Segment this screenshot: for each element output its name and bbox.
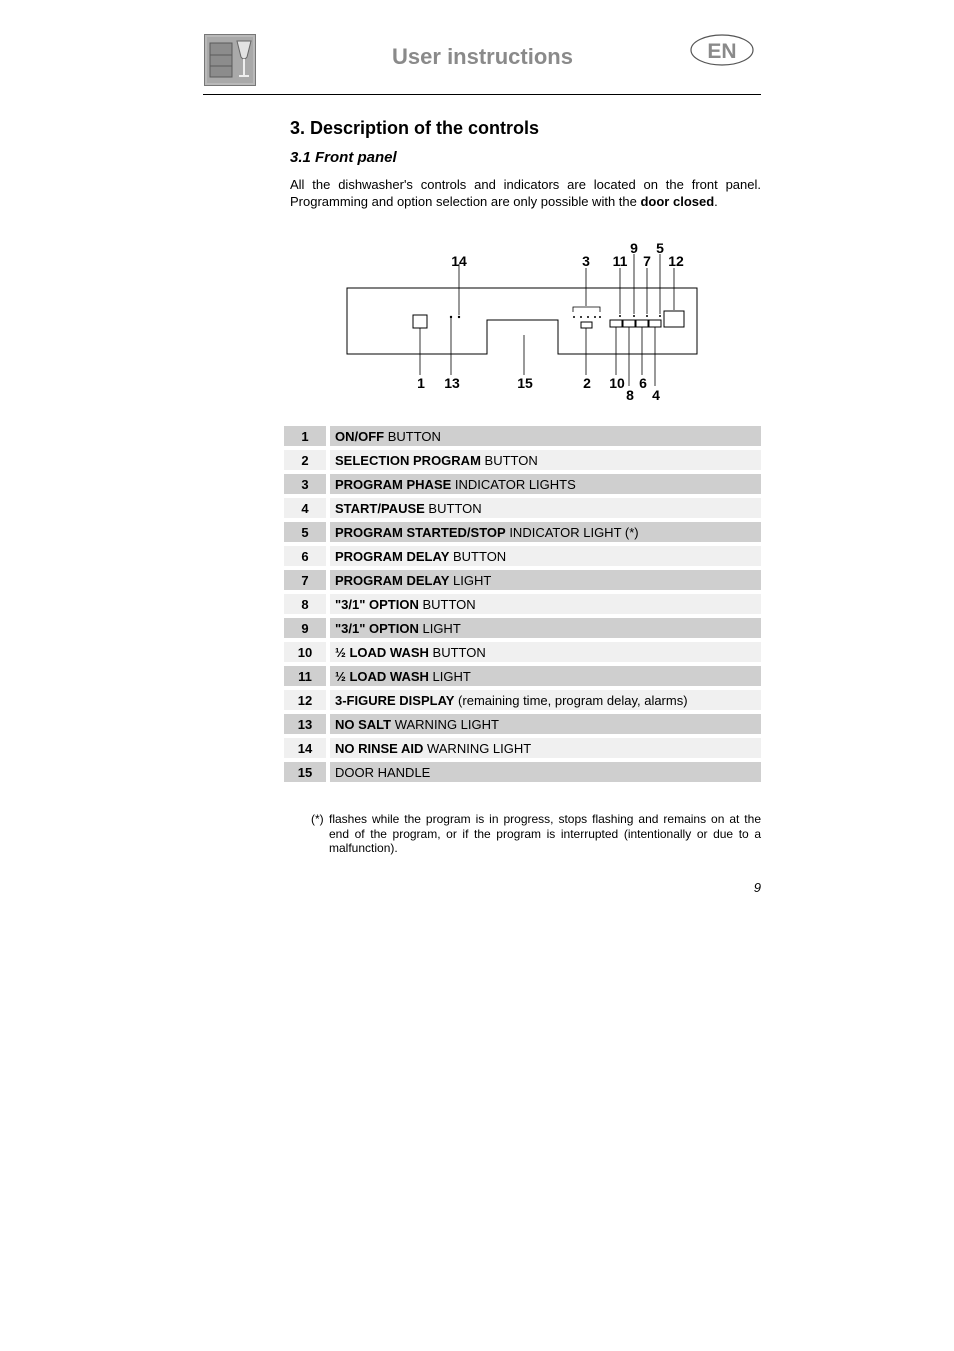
legend-row xyxy=(284,714,761,734)
header-divider xyxy=(203,94,761,95)
legend-description xyxy=(330,594,761,614)
callout-14: 14 xyxy=(451,253,467,269)
three-figure-display-shape xyxy=(664,311,684,327)
legend-description xyxy=(330,642,761,662)
legend-number: 7 xyxy=(284,570,326,590)
legend-row xyxy=(284,570,761,590)
legend-label-rest: BUTTON xyxy=(449,548,507,564)
dishwasher-icon xyxy=(205,35,255,85)
legend-label-bold: 3-FIGURE DISPLAY xyxy=(335,692,455,708)
legend-description xyxy=(330,426,761,446)
legend-label-bold: PROGRAM PHASE xyxy=(335,476,452,492)
intro-emphasis: door closed xyxy=(640,194,715,209)
callout-10: 10 xyxy=(609,375,625,391)
legend-number: 6 xyxy=(284,546,326,566)
language-badge xyxy=(690,34,754,66)
legend-label-bold: PROGRAM STARTED/STOP xyxy=(335,524,506,540)
legend-row xyxy=(284,474,761,494)
legend-description xyxy=(330,546,761,566)
legend-row xyxy=(284,450,761,470)
on-off-button-shape xyxy=(413,315,427,328)
legend-label-bold: NO RINSE AID xyxy=(335,740,424,756)
legend-number: 5 xyxy=(284,522,326,542)
legend-row xyxy=(284,498,761,518)
subsection-title: 3.1 Front panel xyxy=(290,149,397,166)
legend-number: 12 xyxy=(284,690,326,710)
legend-description xyxy=(330,618,761,638)
dishwasher-logo xyxy=(204,34,256,86)
legend-label-bold: SELECTION PROGRAM xyxy=(335,452,481,468)
callout-2: 2 xyxy=(583,375,591,391)
legend-number: 1 xyxy=(284,426,326,446)
legend-description xyxy=(330,450,761,470)
legend-description xyxy=(330,714,761,734)
front-panel-diagram xyxy=(330,240,710,405)
legend-description xyxy=(330,570,761,590)
legend-number: 11 xyxy=(284,666,326,686)
legend-number: 9 xyxy=(284,618,326,638)
legend-label-bold: ON/OFF xyxy=(335,428,385,444)
legend-description xyxy=(330,498,761,518)
legend-label-rest: BUTTON xyxy=(418,596,476,612)
legend-number: 15 xyxy=(284,762,326,782)
legend-description xyxy=(330,762,761,782)
legend-label-bold: PROGRAM DELAY xyxy=(335,572,450,588)
callout-6: 6 xyxy=(639,375,647,391)
section-title: 3. Description of the controls xyxy=(290,118,540,138)
legend-label-rest: INDICATOR LIGHT (*) xyxy=(505,524,639,540)
callout-1: 1 xyxy=(417,375,425,391)
callout-11: 11 xyxy=(612,253,628,269)
control-panel-outline xyxy=(347,288,697,354)
footnote xyxy=(311,812,761,856)
legend-label-bold: PROGRAM DELAY xyxy=(335,548,450,564)
legend-label-rest: WARNING LIGHT xyxy=(423,740,532,756)
callout-8: 8 xyxy=(626,387,634,403)
footnote-mark: (*) xyxy=(311,812,324,826)
legend-label-rest: INDICATOR LIGHTS xyxy=(451,476,576,492)
legend-description xyxy=(330,522,761,542)
intro-end: . xyxy=(714,194,718,209)
legend-label-bold: "3/1" OPTION xyxy=(335,596,419,612)
legend-row xyxy=(284,546,761,566)
legend-row xyxy=(284,618,761,638)
intro-text: All the dishwasher's controls and indicators are located on the front panel. Programming and option selection are only possible with the xyxy=(290,177,761,209)
footnote-text: flashes while the program is in progress, stops flashing and remains on at the end of the program, or if the program is interrupted (intentionally or due to a malfunction). xyxy=(329,812,761,855)
legend-number: 13 xyxy=(284,714,326,734)
legend-label-rest: BUTTON xyxy=(384,428,441,444)
legend-row xyxy=(284,594,761,614)
callout-5: 5 xyxy=(656,240,664,256)
legend-number: 10 xyxy=(284,642,326,662)
legend-label-bold: START/PAUSE xyxy=(335,500,425,516)
legend-description xyxy=(330,474,761,494)
legend-label-bold: ½ LOAD WASH xyxy=(335,644,429,660)
legend-row xyxy=(284,522,761,542)
legend-row xyxy=(284,426,761,446)
legend-label-rest: LIGHT xyxy=(428,668,471,684)
legend-row xyxy=(284,690,761,710)
language-code: EN xyxy=(707,40,737,63)
callout-9: 9 xyxy=(630,240,638,256)
legend-label-rest: BUTTON xyxy=(428,644,486,660)
callout-13: 13 xyxy=(444,375,460,391)
legend-label-rest: BUTTON xyxy=(480,452,538,468)
legend-label-bold: "3/1" OPTION xyxy=(335,620,419,636)
legend-number: 4 xyxy=(284,498,326,518)
callout-4: 4 xyxy=(652,387,660,403)
callout-12: 12 xyxy=(668,253,684,269)
legend-label-rest: LIGHT xyxy=(418,620,461,636)
selection-program-button-shape xyxy=(581,322,592,328)
legend-description xyxy=(330,738,761,758)
legend-label-bold: NO SALT xyxy=(335,716,392,732)
page-header-title: User instructions xyxy=(392,44,573,69)
legend-label-bold: ½ LOAD WASH xyxy=(335,668,429,684)
warning-light-13 xyxy=(450,316,452,318)
legend-description xyxy=(330,690,761,710)
legend-number: 14 xyxy=(284,738,326,758)
legend-label-rest: WARNING LIGHT xyxy=(391,716,499,732)
legend-row xyxy=(284,738,761,758)
legend-label-rest: LIGHT xyxy=(449,572,492,588)
legend-label-rest: (remaining time, program delay, alarms) xyxy=(454,692,688,708)
callout-15: 15 xyxy=(517,375,533,391)
intro-paragraph xyxy=(290,176,761,210)
callout-3: 3 xyxy=(582,253,590,269)
legend-label-rest: BUTTON xyxy=(424,500,482,516)
legend-row xyxy=(284,642,761,662)
page-number: 9 xyxy=(753,880,761,895)
legend-row xyxy=(284,666,761,686)
controls-legend-table xyxy=(284,422,761,786)
legend-number: 8 xyxy=(284,594,326,614)
legend-number: 2 xyxy=(284,450,326,470)
legend-row xyxy=(284,762,761,782)
warning-light-14 xyxy=(458,316,460,318)
legend-number: 3 xyxy=(284,474,326,494)
callout-7: 7 xyxy=(643,253,651,269)
legend-description xyxy=(330,666,761,686)
legend-label-rest: DOOR HANDLE xyxy=(335,764,431,780)
